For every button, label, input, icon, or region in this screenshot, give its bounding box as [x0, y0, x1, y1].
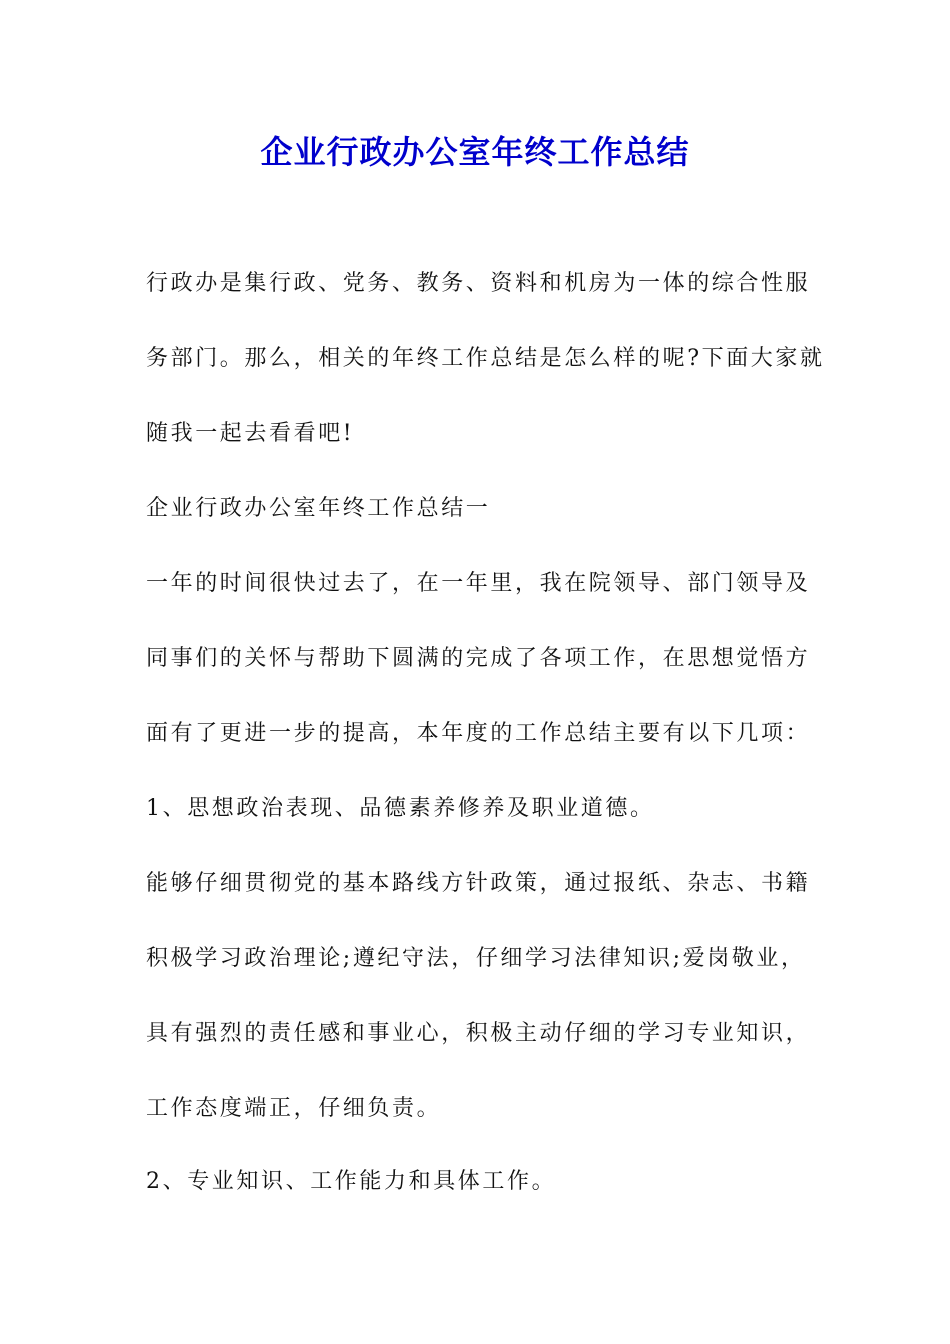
section-heading: 企业行政办公室年终工作总结一: [146, 496, 491, 521]
paragraph-line: 工作态度端正，仔细负责。: [146, 1096, 442, 1121]
paragraph-line: 能够仔细贯彻党的基本路线方针政策，通过报纸、杂志、书籍: [146, 871, 811, 896]
paragraph-line: 积极学习政治理论;遵纪守法，仔细学习法律知识;爱岗敬业，: [146, 946, 806, 971]
paragraph-line: 面有了更进一步的提高，本年度的工作总结主要有以下几项：: [146, 721, 811, 746]
paragraph-line: 随我一起去看看吧!: [146, 421, 355, 446]
paragraph-line: 行政办是集行政、党务、教务、资料和机房为一体的综合性服: [146, 271, 811, 296]
paragraph-line: 具有强烈的责任感和事业心，积极主动仔细的学习专业知识，: [146, 1021, 811, 1046]
paragraph-line: 同事们的关怀与帮助下圆满的完成了各项工作，在思想觉悟方: [146, 646, 811, 671]
numbered-item: 1、思想政治表现、品德素养修养及职业道德。: [146, 796, 655, 821]
numbered-item: 2、专业知识、工作能力和具体工作。: [146, 1169, 557, 1194]
paragraph-line: 务部门。那么，相关的年终工作总结是怎么样的呢?下面大家就: [146, 346, 825, 371]
paragraph-line: 一年的时间很快过去了，在一年里，我在院领导、部门领导及: [146, 571, 811, 596]
document-title: 企业行政办公室年终工作总结: [260, 133, 690, 171]
